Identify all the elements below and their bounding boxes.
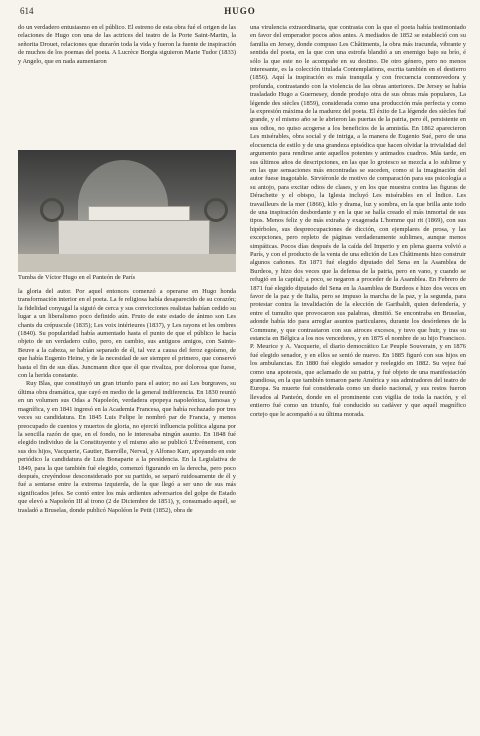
- paragraph: la gloria del autor. Por aquel entonces comenzó a operarse en Hugo honda transformación interior en el poeta. La fe religiosa había desaparecido de su corazón; la fidelidad conyugal la siguió de cerca y sus convicciones realistas habían cedido su lugar a un liberalismo poco definido aún. Fruto de este estado de ánimo son Les chants du crépuscule (1835); Les voix intérieures (1837), y Les rayons et les ombres (1840). Su popularidad había aumentado hasta el punto de que el público le hacía objeto de un verdadero culto, pero, en cambio, sus antiguos amigos, con Sainte-Beuve a la cabeza, se habían separado de él, tal vez a causa del feroz egoísmo, de que había Eugenio Heine, y de la necesidad de ser siempre el primero, que conservó hasta el fin de sus días. Juncmann dice que él que rivaliza, por dolorosa que fuese, con la herida constante.: [18, 288, 236, 380]
- floor-shape: [18, 254, 236, 272]
- figure-caption: Tumba de Víctor Hugo en el Panteón de París: [18, 274, 136, 281]
- running-title: HUGO: [224, 6, 256, 16]
- tomb-photograph: [18, 150, 236, 272]
- left-column-bottom: [18, 288, 236, 726]
- right-column: [250, 24, 466, 726]
- page-number: 614: [20, 6, 34, 16]
- paragraph: Ruy Blas, que constituyó un gran triunfo para el autor; no así Les burgraves, su última obra dramática, que cayó en medio de la general indiferencia. En 1830 reunió en un volumen sus Odas a Napoleón, verdadera epopeya napoleónica, famosas y magnífica, y en 1841 ingresó en la Academia Francesa, que había rechazado por tres veces su candidatura. En 1845 Luis Felipe le nombró par de Francia, y menos preocupado de cuentos y muertos de gloria, no ejerció influencia política alguna por la sencilla razón de que, en el fondo, no le interesaba ningún asunto. En 1848 fué elegido individuo de la Constituyente y el mismo año se publicó L'Événement, con sus dos hijos, Vacquerie, Gautier, Banville, Nerval, y Alfonso Karr, apoyando en este periódico la candidatura de Luis Bonaparte a la presidencia. En la Legislativa de 1849, para la que también fué elegido, comenzó figurando en la derecha, pero poco después, creyéndose desconsiderado por su partido, se separó ruidosamente de él y fué a sentarse entre la extrema izquierda, de la que llegó a ser uno de sus más significados jefes. Se contó entre los más ardientes adversarios del golpe de Estado que elevó a Napoleón III al trono (2 de Diciembre de 1851), y, consumado aquél, se trasladó a Bruselas, donde publicó Napoléon le Petit (1852), obra de: [18, 380, 236, 514]
- page-header: [20, 4, 460, 22]
- wreath-icon: [40, 198, 64, 222]
- paragraph: una virulencia extraordinaria, que contrasta con la que el poeta había testimoniado en favor del emperador pocos años antes. A mediados de 1852 se estableció con su familia en Jersey, donde compuso Les Châtiments, la obra más iracunda, vibrante y sentida del poeta, en la que con una estrofa blandió a un enemigo bajo su brío, é sólo la que este no le acompañe en su destino. De otro género, pero no menos interesante, es la colección titulada Contemplations, escrita también en el destierro (1856). Aquí la inspiración es más tranquila y con frecuencia conmovedora y profunda, contrastando con la violencia de las obras anteriores. De Jersey se había trasladado Hugo a Guernesey, donde produjo otra de sus obras más populares, La légende des siècles (1859), considerada como una producción más perfecta y como la expresión máxima de la madurez del poeta. El éxito de La légende des siècles fué grande, y el mismo año se le abrieron las puertas de la patria, pero él, persistente en sus odios, no quiso acogerse a los beneficios de la amnistía. En 1862 aparecieron Les misérables, obra social y de intriga, a la manera de Eugenio Sué, pero de una elocuencia de estilo y de una grandeza episódica que hacen olvidar la trivialidad del argumento para rendirse ante aquellos potentes y animados cuadros. Más tarde, en sus últimos años de descripciones, en las que lo grotesco se mezcla a lo sublime y en las que sensaciones más encontradas se suceden, como si la imaginación del autor fuese inagotable. Sirviéronle de motivo de comparación para sus psicología a su antojo, para excitar odios de clases, y en los que muestra contra las figuras de Dérachette y el obispo, la Iglesia incluyó Les misérables en el Índice. Les travailleurs de la mer (1866), kilo y drama, luz y sombra, en la que brilla ante todo de una inspiración desbordante y en la que se halla creado el más inmortal de sus tipos. Menos feliz y de más extraña y exagerada L'homme qui rit (1869), con sus hipérboles, sus despreocupaciones de dicción, con ejemplares de prosa, y las excepciones, pero repleto de páginas verdaderamente sublimes, aunque menos simpáticas. Pocos días después de la caída del Imperio y en plena guerra volvió a París, y con el producto de la venta de una edición de Les Châtiments hizo construir algunos cañones. En 1871 fué elegido diputado del Sena en la Asamblea de Burdeos, y hizo dos veces que la defensa de la patria, pero en vano, y cuando se refugió en la capital; a poco, se negaron a proceder de la Asamblea. En Febrero de 1871 fué elegido diputado del Sena en la Asamblea de Burdeos e hizo dos veces en favor de la paz y de Italia, pero se impuso la marcha de la paz, y la segunda, para protestar contra la invalidación de la elección de Garibaldi, quien defendería, y entre el tumulto que provocaron sus palabras, dimitió. Se encontraba en Bruselas, adonde había ido para arreglar asuntos particulares, durante los desórdenes de la Commune, y que contrastaron con sus atroces excesos, y tuvo que huir, y tras su estancia en Bélgica a los nos vencedores, y en 1875 el nombre de su hijo Francisco. P. Meurice y A. Vacquerie, el diario democrático Le Peuple Souverain, y en 1876 fué elegido senador, y en ellos se sentó de nuevo. En 1885 figuró con sus hijos en los ambulancias. En 1880 fué elegido senador y reelegido en 1882. Su vejez fué como una apoteosis, que aclamado de su patria, y fué objeto de una manifestación grandiosa, en la que también tomaron parte América y sus admiradores del teatro de Europa. Su muerte fué considerada como un duelo nacional, y sus restos fueron llevados al Panteón, donde en el prominente con vigilia de toda la nación, y el entierro fué como un triunfo, fué conducido su cadáver y que aquél magnífico cortejo que le acompañó a su última morada.: [250, 24, 466, 418]
- paragraph: do un verdadero entusiasmo en el público. El estreno de esta obra fué el origen de las relaciones de Hugo con una de las actrices del teatro de la Porte Saint-Martin, la señorita Drouet, relaciones que durarón toda la vida y fueron la fuente de inspiración de muchos de los poemas del poeta. A Lucrèce Borgia siguieron Marie Tudor (1833) y Angelo, que en nada aumentaron: [18, 24, 236, 65]
- wreath-icon: [204, 198, 228, 222]
- tomb-base: [58, 220, 210, 256]
